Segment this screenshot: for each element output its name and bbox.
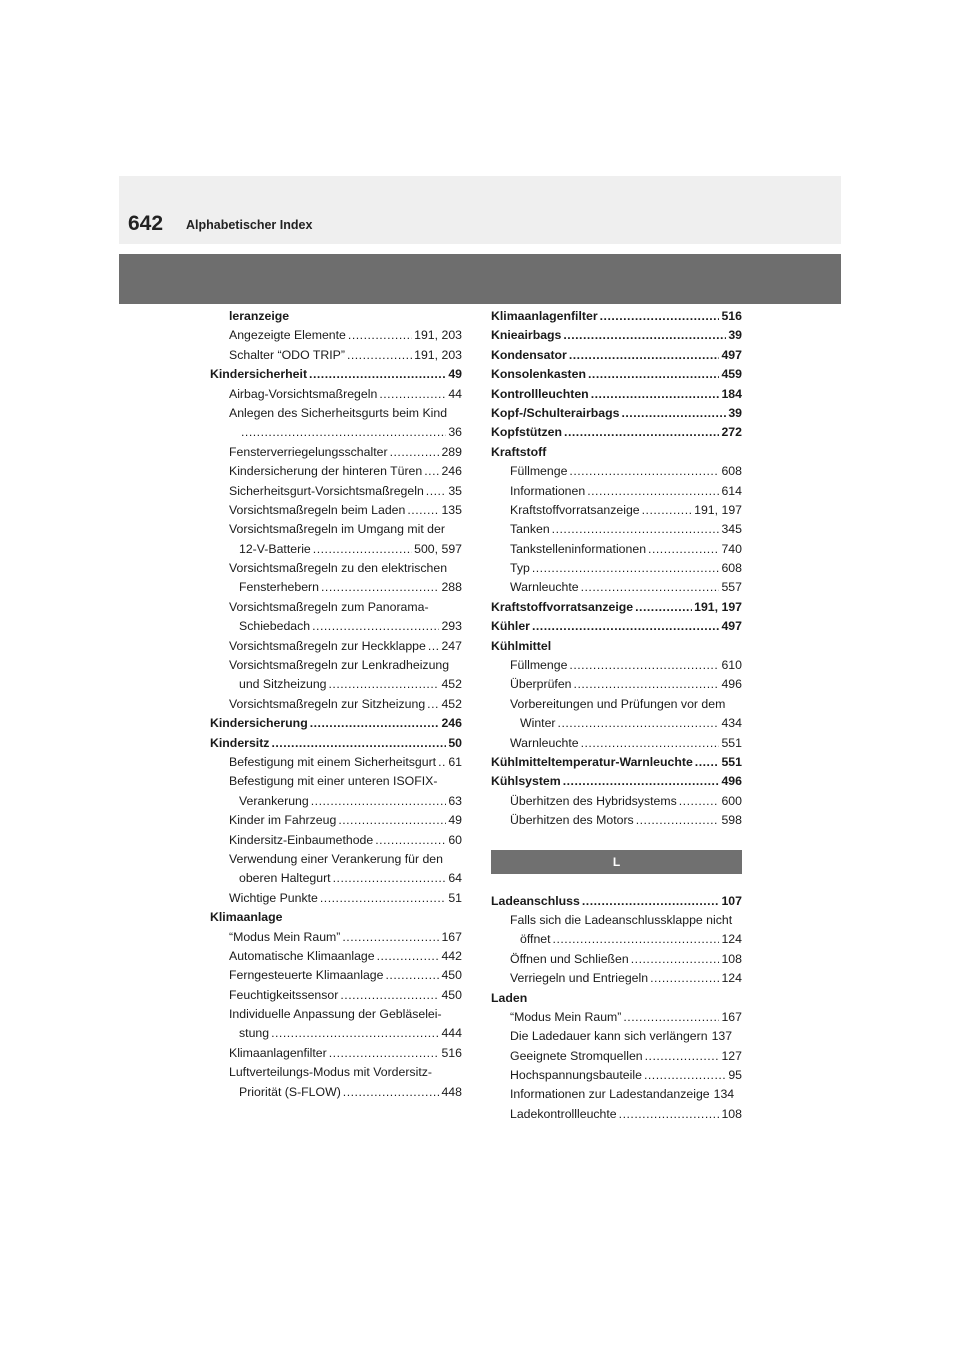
page-reference: 500, 597 xyxy=(414,541,462,556)
index-column-right xyxy=(491,307,742,1124)
dot-leader xyxy=(650,969,719,988)
entry-text: Füllmenge xyxy=(510,658,568,673)
entry-text: Ladeanschluss xyxy=(491,893,580,908)
index-entries-l xyxy=(491,892,742,1125)
page-reference: 167 xyxy=(721,1009,742,1024)
dot-leader xyxy=(591,385,720,404)
index-sub-entry xyxy=(210,423,462,442)
dot-leader xyxy=(338,811,446,830)
entry-text: Laden xyxy=(491,990,528,1005)
index-sub-entry xyxy=(210,443,462,462)
dot-leader xyxy=(390,443,440,462)
entry-text: Kindersicherung xyxy=(210,716,308,731)
dot-leader xyxy=(271,1024,439,1043)
index-sub-entry xyxy=(210,462,462,481)
page-reference: 598 xyxy=(721,813,742,828)
index-sub-entry xyxy=(491,559,742,578)
page-reference: 293 xyxy=(441,619,462,634)
index-sub-entry xyxy=(491,1008,742,1027)
entry-text: Kopf-/Schulterairbags xyxy=(491,405,620,420)
page-reference: 452 xyxy=(441,696,462,711)
dot-leader xyxy=(427,695,439,714)
page-reference: 452 xyxy=(441,677,462,692)
dot-leader xyxy=(582,892,720,911)
entry-text: Klimaanlagenfilter xyxy=(229,1045,327,1060)
dot-leader xyxy=(438,753,446,772)
index-sub-entry xyxy=(210,1063,462,1082)
page-reference: 35 xyxy=(448,483,462,498)
page-reference: 135 xyxy=(441,502,462,517)
page-reference: 191, 203 xyxy=(414,328,462,343)
page-reference: 191, 203 xyxy=(414,347,462,362)
page-reference: 516 xyxy=(441,1045,462,1060)
entry-text: Ladekontrollleuchte xyxy=(510,1106,617,1121)
index-sub-entry xyxy=(210,559,462,578)
index-sub-entry xyxy=(210,1005,462,1024)
page-number: 642 xyxy=(128,212,164,235)
entry-text: Die Ladedauer kann sich verlängern xyxy=(510,1029,708,1044)
entry-text: Wichtige Punkte xyxy=(229,890,318,905)
entry-text: Fensterhebern xyxy=(239,580,319,595)
index-main-entry xyxy=(210,908,462,927)
page-reference: 191, 197 xyxy=(694,599,742,614)
index-sub-entry xyxy=(491,520,742,539)
page-reference: 64 xyxy=(448,871,462,886)
entry-text: stung xyxy=(239,1026,270,1041)
dot-leader xyxy=(310,714,440,733)
entry-text: Feuchtigkeitssensor xyxy=(229,987,339,1002)
index-main-entry xyxy=(491,385,742,404)
index-main-entry xyxy=(210,714,462,733)
page-reference: 497 xyxy=(721,619,742,634)
dot-leader xyxy=(553,930,720,949)
index-main-entry xyxy=(491,598,742,617)
index-main-entry xyxy=(210,734,462,753)
dot-leader xyxy=(407,501,439,520)
index-sub-entry xyxy=(491,540,742,559)
page-reference: 288 xyxy=(441,580,462,595)
index-main-entry xyxy=(491,423,742,442)
index-sub-entry xyxy=(491,656,742,675)
index-sub-entry xyxy=(210,617,462,636)
page-reference: 127 xyxy=(721,1048,742,1063)
page-reference: 184 xyxy=(721,386,742,401)
index-sub-entry xyxy=(491,930,742,949)
letter-heading: L xyxy=(491,850,742,874)
page-reference: 124 xyxy=(721,971,742,986)
index-sub-entry xyxy=(491,1027,742,1046)
page-reference: 600 xyxy=(721,793,742,808)
index-sub-entry xyxy=(210,482,462,501)
dot-leader xyxy=(386,966,440,985)
index-sub-entry xyxy=(210,889,462,908)
dot-leader xyxy=(644,1066,726,1085)
page-reference: 246 xyxy=(441,716,462,731)
index-sub-entry xyxy=(210,404,462,423)
dot-leader xyxy=(695,753,720,772)
dot-leader xyxy=(619,1105,720,1124)
index-sub-entry xyxy=(210,637,462,656)
entry-text: Kinder im Fahrzeug xyxy=(229,813,337,828)
dot-leader xyxy=(564,423,719,442)
dot-leader xyxy=(621,404,726,423)
entry-text: öffnet xyxy=(520,932,551,947)
page-reference: 63 xyxy=(448,793,462,808)
dot-leader xyxy=(648,540,719,559)
page-reference: 60 xyxy=(448,832,462,847)
page-reference: 36 xyxy=(448,425,462,440)
entry-text: Kondensator xyxy=(491,347,567,362)
entry-text: Schiebedach xyxy=(239,619,311,634)
entry-text: leranzeige xyxy=(229,309,290,323)
index-sub-entry xyxy=(210,986,462,1005)
entry-text: Vorsichtsmaßregeln zur Sitzheizung xyxy=(229,696,426,711)
dot-leader xyxy=(348,326,412,345)
page-reference: 39 xyxy=(728,405,742,420)
entry-text: Schalter “ODO TRIP” xyxy=(229,347,345,362)
entry-text: Konsolenkasten xyxy=(491,367,586,382)
dot-leader xyxy=(532,559,720,578)
index-sub-entry xyxy=(210,928,462,947)
dot-leader xyxy=(311,792,447,811)
entry-text: Typ xyxy=(510,561,530,576)
entry-text: Vorsichtsmaßregeln zur Heckklappe xyxy=(229,638,426,653)
entry-text: Kontrollleuchten xyxy=(491,386,589,401)
dot-leader xyxy=(600,307,720,326)
entry-text: Befestigung mit einer unteren ISOFIX- xyxy=(229,774,438,789)
entry-text: Kraftstoffvorratsanzeige xyxy=(510,502,640,517)
entry-text: Vorsichtsmaßregeln zum Panorama- xyxy=(229,599,429,614)
index-main-entry xyxy=(491,637,742,656)
index-sub-entry xyxy=(210,869,462,888)
page-reference: 434 xyxy=(721,716,742,731)
entry-text: Automatische Klimaanlage xyxy=(229,948,375,963)
dot-leader xyxy=(631,950,720,969)
index-entries-k xyxy=(491,307,742,831)
page-reference: 95 xyxy=(728,1068,742,1083)
entry-text: Kraftstoff xyxy=(491,444,547,459)
index-main-entry xyxy=(491,404,742,423)
index-sub-entry xyxy=(210,520,462,539)
dot-leader xyxy=(342,928,439,947)
page-reference: 516 xyxy=(721,309,742,323)
entry-text: Warnleuchte xyxy=(510,735,579,750)
page-reference: 459 xyxy=(721,367,742,382)
index-sub-entry xyxy=(210,346,462,365)
index-sub-entry xyxy=(210,695,462,714)
index-main-entry xyxy=(491,617,742,636)
index-sub-entry xyxy=(491,462,742,481)
dot-leader xyxy=(574,675,720,694)
entry-text: Falls sich die Ladeanschlussklappe nicht xyxy=(510,912,733,927)
index-sub-entry xyxy=(210,326,462,345)
index-sub-entry xyxy=(210,385,462,404)
page-reference: 551 xyxy=(721,754,742,769)
index-main-entry xyxy=(491,365,742,384)
page-reference: 444 xyxy=(441,1026,462,1041)
index-main-entry xyxy=(210,365,462,384)
dot-leader xyxy=(636,811,720,830)
entry-text: “Modus Mein Raum” xyxy=(510,1009,622,1024)
entry-text: Vorbereitungen und Prüfungen vor dem xyxy=(510,696,726,711)
dot-leader xyxy=(321,578,439,597)
dot-leader xyxy=(588,365,719,384)
entry-text: Kühlmittel xyxy=(491,638,552,653)
entry-text: Vorsichtsmaßregeln zur Lenkradheizung xyxy=(229,658,450,673)
index-main-entry xyxy=(491,989,742,1008)
entry-text: und Sitzheizung xyxy=(239,677,327,692)
entry-text: Vorsichtsmaßregeln im Umgang mit der xyxy=(229,522,445,537)
page-reference: 124 xyxy=(721,932,742,947)
page-reference: 345 xyxy=(721,522,742,537)
index-sub-entry xyxy=(491,675,742,694)
index-sub-entry xyxy=(210,966,462,985)
entry-text: Hochspannungsbauteile xyxy=(510,1068,642,1083)
index-sub-entry xyxy=(210,578,462,597)
index-sub-entry xyxy=(210,811,462,830)
index-sub-entry xyxy=(210,675,462,694)
entry-text: Anlegen des Sicherheitsgurts beim Kind xyxy=(229,405,448,420)
page-reference: 740 xyxy=(721,541,742,556)
dot-leader xyxy=(347,346,412,365)
page-reference: 497 xyxy=(721,347,742,362)
entry-text: Kühler xyxy=(491,619,530,634)
dot-leader xyxy=(426,482,447,501)
entry-text: Knieairbags xyxy=(491,328,562,343)
index-sub-entry xyxy=(210,1083,462,1102)
entry-text: Luftverteilungs-Modus mit Vordersitz- xyxy=(229,1065,432,1080)
page-reference: 246 xyxy=(441,464,462,479)
entry-text: Klimaanlage xyxy=(210,910,283,925)
entry-text: Ferngesteuerte Klimaanlage xyxy=(229,968,384,983)
index-sub-entry xyxy=(210,501,462,520)
index-main-entry xyxy=(491,753,742,772)
page-reference: 551 xyxy=(721,735,742,750)
entry-text: Priorität (S-FLOW) xyxy=(239,1084,341,1099)
index-sub-entry xyxy=(210,850,462,869)
dot-leader xyxy=(320,889,446,908)
dot-leader xyxy=(635,598,692,617)
entry-text: Öffnen und Schließen xyxy=(510,951,629,966)
dot-leader xyxy=(581,578,720,597)
dot-leader xyxy=(587,482,719,501)
page-reference: 51 xyxy=(448,890,462,905)
entry-text: Kopfstützen xyxy=(491,425,563,440)
index-sub-entry xyxy=(491,792,742,811)
dot-leader xyxy=(563,326,726,345)
index-main-entry xyxy=(491,307,742,326)
entry-text: Überprüfen xyxy=(510,677,572,692)
index-sub-entry xyxy=(210,656,462,675)
dot-leader xyxy=(552,520,720,539)
entry-text: Befestigung mit einem Sicherheitsgurt xyxy=(229,754,437,769)
entry-text: Füllmenge xyxy=(510,464,568,479)
index-sub-entry xyxy=(491,734,742,753)
index-sub-entry xyxy=(210,307,462,326)
page-reference: 496 xyxy=(721,774,742,789)
dot-leader xyxy=(569,462,719,481)
dot-leader xyxy=(309,365,446,384)
entry-text: Angezeigte Elemente xyxy=(229,328,346,343)
dot-leader xyxy=(329,675,440,694)
index-sub-entry xyxy=(491,969,742,988)
page-reference: 442 xyxy=(441,948,462,963)
entry-text: “Modus Mein Raum” xyxy=(229,929,341,944)
dot-leader xyxy=(312,617,439,636)
entry-text: oberen Haltegurt xyxy=(239,871,331,886)
entry-text: Warnleuchte xyxy=(510,580,579,595)
index-sub-entry xyxy=(210,1044,462,1063)
page-reference: 50 xyxy=(448,735,462,750)
page-reference: 614 xyxy=(721,483,742,498)
index-sub-entry xyxy=(210,540,462,559)
page-reference: 496 xyxy=(721,677,742,692)
dot-leader xyxy=(329,1044,440,1063)
entry-text: Überhitzen des Hybridsystems xyxy=(510,793,677,808)
dot-leader xyxy=(271,734,446,753)
index-main-entry xyxy=(491,892,742,911)
page-reference: 108 xyxy=(721,951,742,966)
index-sub-entry xyxy=(210,598,462,617)
index-sub-entry xyxy=(210,831,462,850)
index-sub-entry xyxy=(491,1105,742,1124)
dot-leader xyxy=(642,501,692,520)
dot-leader xyxy=(679,792,720,811)
index-main-entry xyxy=(491,772,742,791)
dot-leader xyxy=(558,714,720,733)
dot-leader xyxy=(343,1083,440,1102)
entry-text: Kühlsystem xyxy=(491,774,561,789)
dot-leader xyxy=(623,1008,719,1027)
page-reference: 608 xyxy=(721,561,742,576)
index-sub-entry xyxy=(491,811,742,830)
dot-leader xyxy=(379,385,446,404)
entry-text: 12-V-Batterie xyxy=(239,541,311,556)
entry-text: Informationen xyxy=(510,483,586,498)
dot-leader xyxy=(313,540,412,559)
entry-text: Tanken xyxy=(510,522,550,537)
page-reference: 448 xyxy=(441,1084,462,1099)
index-sub-entry xyxy=(491,714,742,733)
index-sub-entry xyxy=(491,950,742,969)
header-band xyxy=(119,176,841,244)
index-main-entry xyxy=(491,443,742,462)
index-sub-entry xyxy=(491,1085,742,1104)
entry-text: Individuelle Anpassung der Gebläselei- xyxy=(229,1007,442,1022)
index-sub-entry xyxy=(210,1024,462,1043)
page-reference: 39 xyxy=(728,328,742,343)
entry-text: Überhitzen des Motors xyxy=(510,813,634,828)
entry-text: Kindersicherheit xyxy=(210,367,308,382)
entry-text: Winter xyxy=(520,716,556,731)
index-sub-entry xyxy=(491,501,742,520)
entry-text: Sicherheitsgurt-Vorsichtsmaßregeln xyxy=(229,483,424,498)
entry-text: Vorsichtsmaßregeln zu den elektrischen xyxy=(229,561,448,576)
index-sub-entry xyxy=(491,695,742,714)
page-reference: 49 xyxy=(448,813,462,828)
page-reference: 49 xyxy=(448,367,462,382)
entry-text: Tankstelleninformationen xyxy=(510,541,647,556)
entry-text: Kindersicherung der hinteren Türen xyxy=(229,464,423,479)
page-reference: 134 xyxy=(713,1087,735,1102)
dot-leader xyxy=(424,462,439,481)
index-sub-entry xyxy=(491,1066,742,1085)
entry-text: Verwendung einer Verankerung für den xyxy=(229,851,443,866)
entry-text: Informationen zur Ladestandanzeige xyxy=(510,1087,710,1102)
page-reference: 137 xyxy=(711,1029,733,1044)
dot-leader xyxy=(563,772,720,791)
dot-leader xyxy=(569,656,719,675)
index-main-entry xyxy=(491,326,742,345)
page-reference: 557 xyxy=(721,580,742,595)
dot-leader xyxy=(645,1047,720,1066)
dot-leader xyxy=(241,423,446,442)
index-sub-entry xyxy=(491,482,742,501)
index-sub-entry xyxy=(491,578,742,597)
index-sub-entry xyxy=(210,947,462,966)
header-gray-bar xyxy=(119,254,841,304)
index-sub-entry xyxy=(210,753,462,772)
page-reference: 608 xyxy=(721,464,742,479)
entry-text: Airbag-Vorsichtsmaßregeln xyxy=(229,386,378,401)
index-sub-entry xyxy=(491,911,742,930)
entry-text: Kindersitz-Einbaumethode xyxy=(229,832,374,847)
page-reference: 167 xyxy=(441,929,462,944)
index-main-entry xyxy=(491,346,742,365)
index-sub-entry xyxy=(491,1047,742,1066)
dot-leader xyxy=(532,617,720,636)
entry-text: Verriegeln und Entriegeln xyxy=(510,971,649,986)
page-reference: 108 xyxy=(721,1106,742,1121)
dot-leader xyxy=(340,986,439,1005)
entry-text: Geeignete Stromquellen xyxy=(510,1048,643,1063)
dot-leader xyxy=(375,831,446,850)
entry-text: Kindersitz xyxy=(210,735,270,750)
page-reference: 61 xyxy=(448,754,462,769)
index-sub-entry xyxy=(210,792,462,811)
index-column-left xyxy=(210,307,462,1102)
dot-leader xyxy=(333,869,447,888)
page-reference: 191, 197 xyxy=(694,502,742,517)
index-sub-entry xyxy=(210,772,462,791)
page-reference: 44 xyxy=(448,386,462,401)
page-reference: 289 xyxy=(441,444,462,459)
entry-text: Fensterverriegelungsschalter xyxy=(229,444,388,459)
page-reference: 450 xyxy=(441,987,462,1002)
dot-leader xyxy=(569,346,720,365)
page-reference: 610 xyxy=(721,658,742,673)
dot-leader xyxy=(581,734,720,753)
entry-text: Kühlmitteltemperatur-Warnleuchte xyxy=(491,754,693,769)
entry-text: Klimaanlagenfilter xyxy=(491,309,598,323)
section-title: Alphabetischer Index xyxy=(186,218,313,232)
page-reference: 247 xyxy=(441,638,462,653)
dot-leader xyxy=(377,947,440,966)
page-reference: 450 xyxy=(441,968,462,983)
entry-text: Vorsichtsmaßregeln beim Laden xyxy=(229,502,406,517)
entry-text: Kraftstoffvorratsanzeige xyxy=(491,599,634,614)
entry-text: Verankerung xyxy=(239,793,309,808)
page-reference: 107 xyxy=(721,893,742,908)
page-reference: 272 xyxy=(721,425,742,440)
dot-leader xyxy=(428,637,440,656)
